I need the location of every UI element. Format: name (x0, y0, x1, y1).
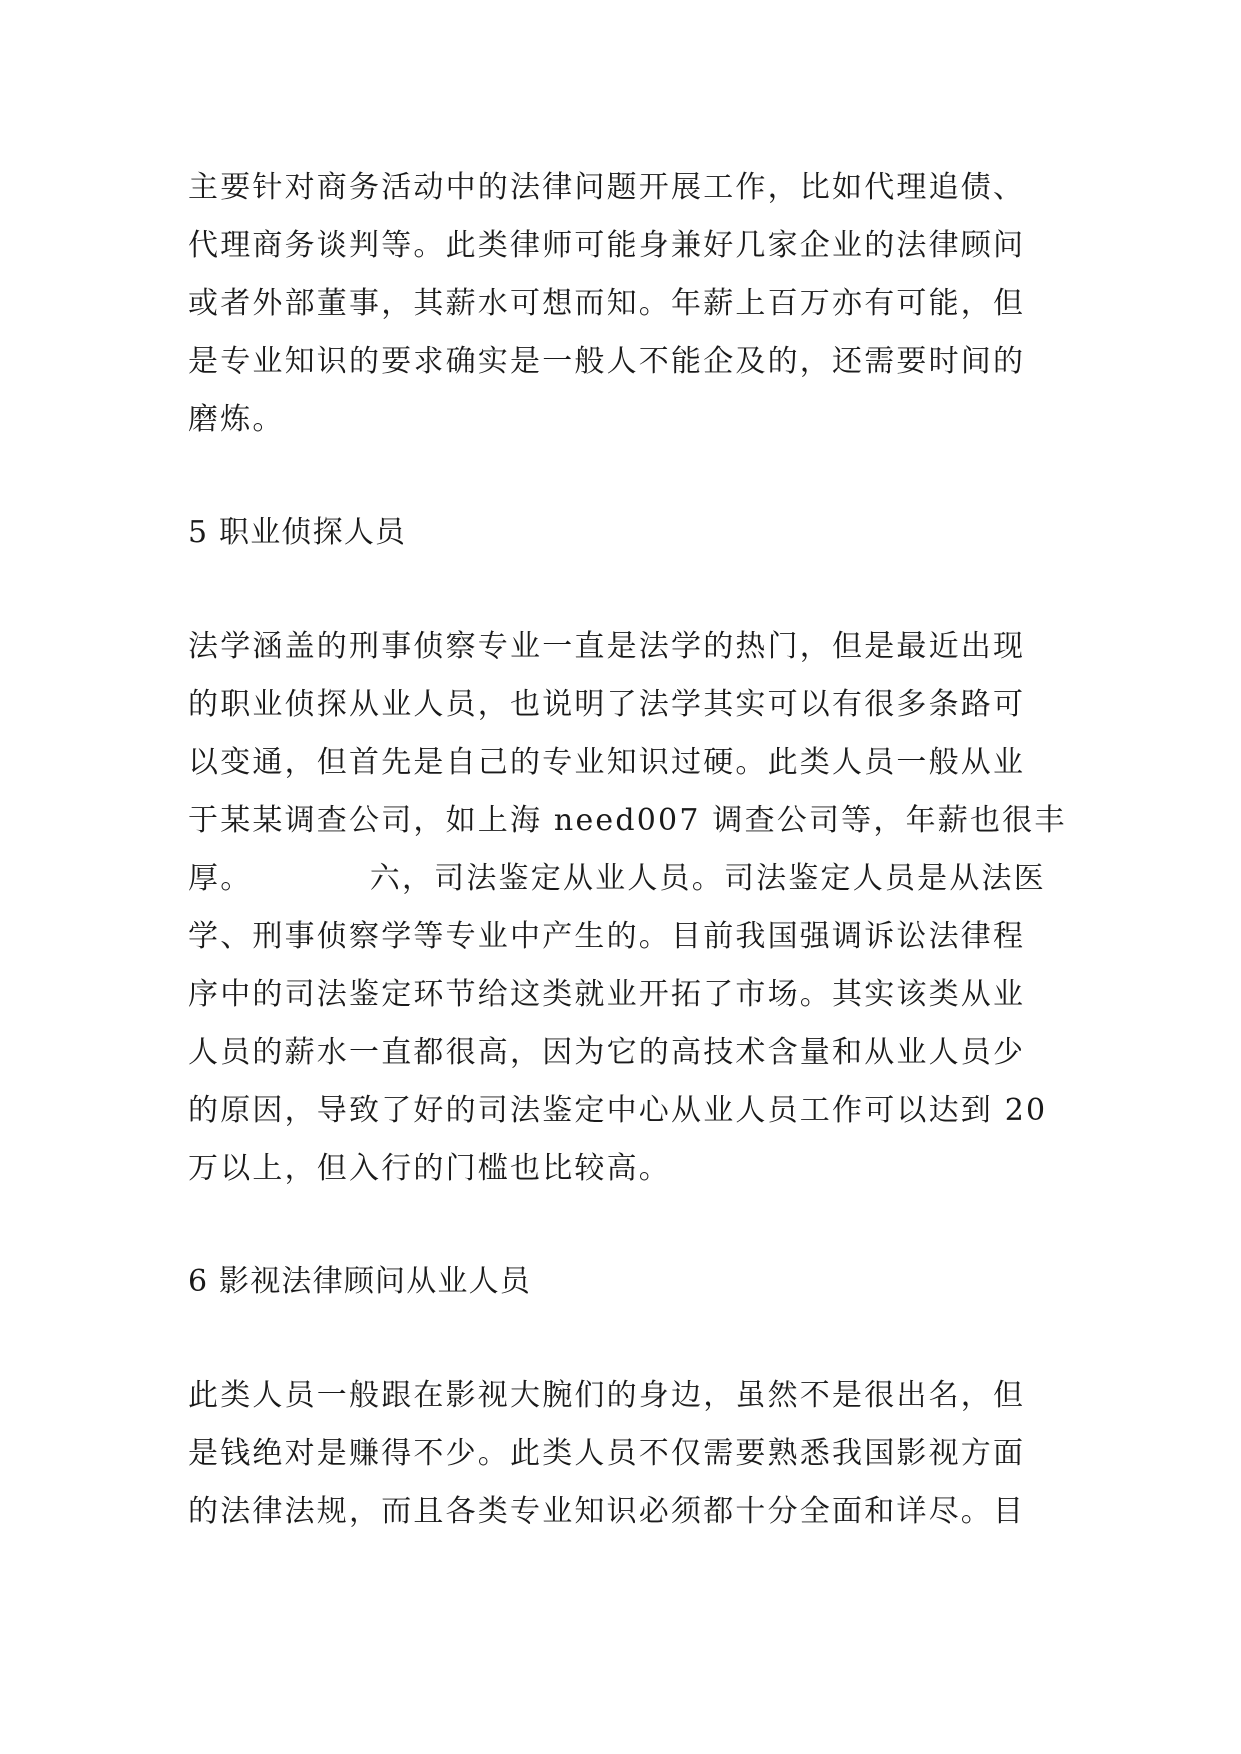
paragraph-line: 磨炼。 (188, 402, 285, 437)
paragraph-line: 万以上，但入行的门槛也比较高。 (188, 1151, 671, 1186)
paragraph-line: 以变通，但首先是自己的专业知识过硬。此类人员一般从业 (188, 745, 1026, 780)
paragraph-line: 的法律法规，而且各类专业知识必须都十分全面和详尽。目 (188, 1494, 1026, 1529)
paragraph-line: 于某某调查公司，如上海 need007 调查公司等，年薪也很丰 (188, 803, 1067, 838)
paragraph-line: 的原因，导致了好的司法鉴定中心从业人员工作可以达到 20 (188, 1093, 1048, 1128)
paragraph-line: 是钱绝对是赚得不少。此类人员不仅需要熟悉我国影视方面 (188, 1436, 1026, 1471)
section-heading: 6 影视法律顾问从业人员 (188, 1264, 532, 1299)
paragraph-line: 代理商务谈判等。此类律师可能身兼好几家企业的法律顾问 (188, 228, 1026, 263)
paragraph-line: 学、刑事侦察学等专业中产生的。目前我国强调诉讼法律程 (188, 919, 1026, 954)
paragraph-line: 厚。 六，司法鉴定从业人员。司法鉴定人员是从法医 (188, 861, 1046, 896)
paragraph-line: 法学涵盖的刑事侦察专业一直是法学的热门，但是最近出现 (188, 629, 1026, 664)
paragraph-line: 的职业侦探从业人员，也说明了法学其实可以有很多条路可 (188, 687, 1026, 722)
section-heading: 5 职业侦探人员 (188, 515, 407, 550)
paragraph-line: 主要针对商务活动中的法律问题开展工作，比如代理追债、 (188, 170, 1026, 205)
paragraph-line: 序中的司法鉴定环节给这类就业开拓了市场。其实该类从业 (188, 977, 1026, 1012)
paragraph-line: 或者外部董事，其薪水可想而知。年薪上百万亦有可能，但 (188, 286, 1026, 321)
paragraph-line: 人员的薪水一直都很高，因为它的高技术含量和从业人员少 (188, 1035, 1026, 1070)
paragraph-line: 是专业知识的要求确实是一般人不能企及的，还需要时间的 (188, 344, 1026, 379)
paragraph-line: 此类人员一般跟在影视大腕们的身边，虽然不是很出名，但 (188, 1378, 1026, 1413)
